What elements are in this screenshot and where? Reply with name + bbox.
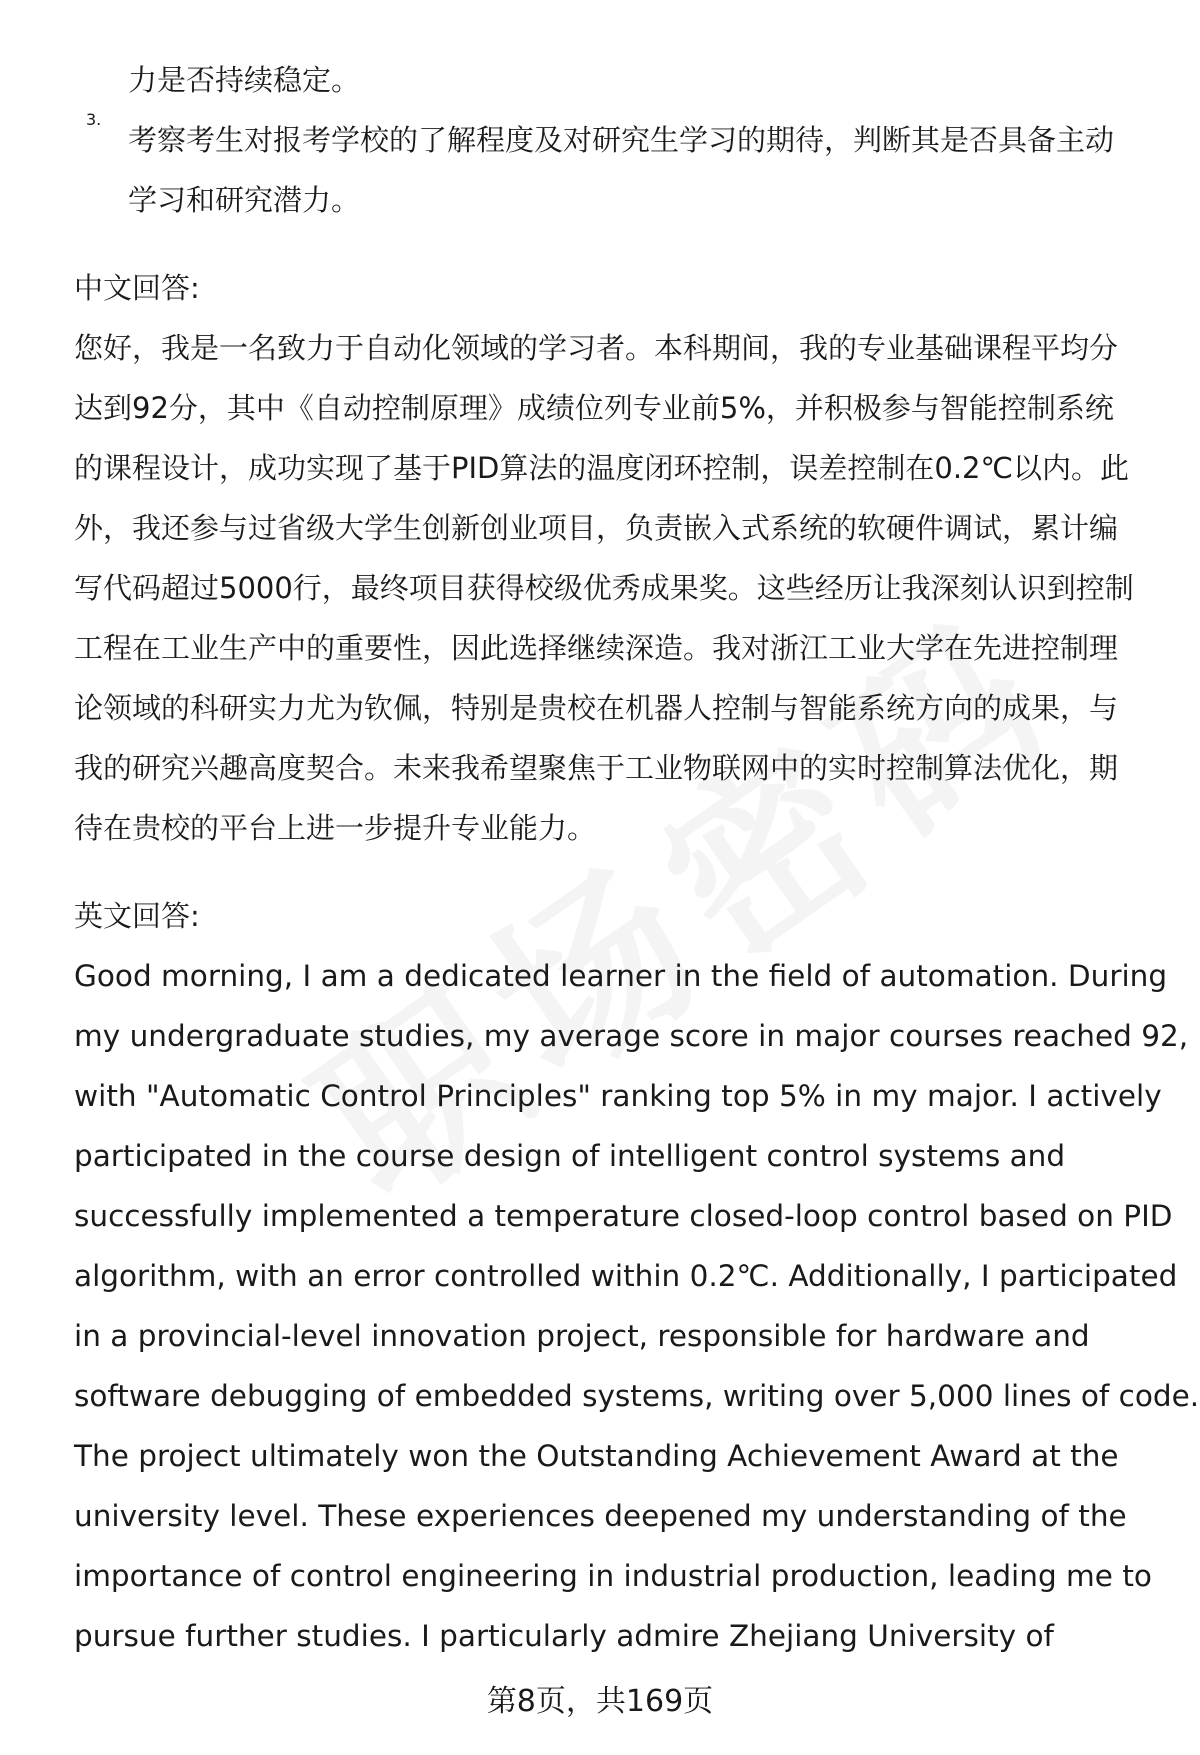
paragraph-line: 工程在工业生产中的重要性，因此选择继续深造。我对浙江工业大学在先进控制理 — [74, 631, 1119, 665]
paragraph-line: participated in the course design of intelligent control systems and — [74, 1139, 1066, 1173]
paragraph-line: university level. These experiences deepened my understanding of the — [74, 1499, 1127, 1533]
paragraph-line: 的课程设计，成功实现了基于PID算法的温度闭环控制，误差控制在0.2℃以内。此 — [74, 451, 1130, 485]
continued-item-text: 力是否持续稳定。 — [128, 63, 361, 97]
chinese-answer-heading: 中文回答: — [74, 271, 200, 305]
paragraph-line: pursue further studies. I particularly admire Zhejiang University of — [74, 1619, 1054, 1653]
paragraph-line: The project ultimately won the Outstanding Achievement Award at the — [74, 1439, 1119, 1473]
page-number-footer: 第8页，共169页 — [486, 1684, 714, 1719]
paragraph-line: 论领域的科研实力尤为钦佩，特别是贵校在机器人控制与智能系统方向的成果，与 — [74, 691, 1119, 725]
list-item-line: 学习和研究潜力。 — [128, 183, 361, 217]
paragraph-line: importance of control engineering in industrial production, leading me to — [74, 1559, 1152, 1593]
paragraph-line: 您好，我是一名致力于自动化领域的学习者。本科期间，我的专业基础课程平均分 — [74, 331, 1119, 365]
chinese-answer-paragraph — [74, 318, 1154, 858]
paragraph-line: Good morning, I am a dedicated learner in the field of automation. During — [74, 959, 1168, 993]
paragraph-line: 我的研究兴趣高度契合。未来我希望聚焦于工业物联网中的实时控制算法优化，期 — [74, 751, 1119, 785]
paragraph-line: successfully implemented a temperature closed-loop control based on PID — [74, 1199, 1173, 1233]
english-answer-paragraph — [74, 946, 1200, 1666]
paragraph-line: 达到92分，其中《自动控制原理》成绩位列专业前5%，并积极参与智能控制系统 — [74, 391, 1114, 425]
paragraph-line: 待在贵校的平台上进一步提升专业能力。 — [74, 811, 597, 845]
paragraph-line: software debugging of embedded systems, writing over 5,000 lines of code. — [74, 1379, 1200, 1413]
paragraph-line: algorithm, with an error controlled within 0.2℃. Additionally, I participated — [74, 1259, 1178, 1293]
english-answer-heading: 英文回答: — [74, 899, 200, 933]
document-page — [74, 50, 1200, 1666]
paragraph-line: my undergraduate studies, my average score in major courses reached 92, — [74, 1019, 1189, 1053]
list-item-3 — [74, 110, 1154, 230]
paragraph-line: with "Automatic Control Principles" ranking top 5% in my major. I actively — [74, 1079, 1162, 1113]
list-item-line: 考察考生对报考学校的了解程度及对研究生学习的期待，判断其是否具备主动 — [128, 123, 1115, 157]
list-item-number: 3. — [86, 110, 102, 129]
paragraph-line: in a provincial-level innovation project, responsible for hardware and — [74, 1319, 1090, 1353]
paragraph-line: 写代码超过5000行，最终项目获得校级优秀成果奖。这些经历让我深刻认识到控制 — [74, 571, 1134, 605]
paragraph-line: 外，我还参与过省级大学生创新创业项目，负责嵌入式系统的软硬件调试，累计编 — [74, 511, 1119, 545]
